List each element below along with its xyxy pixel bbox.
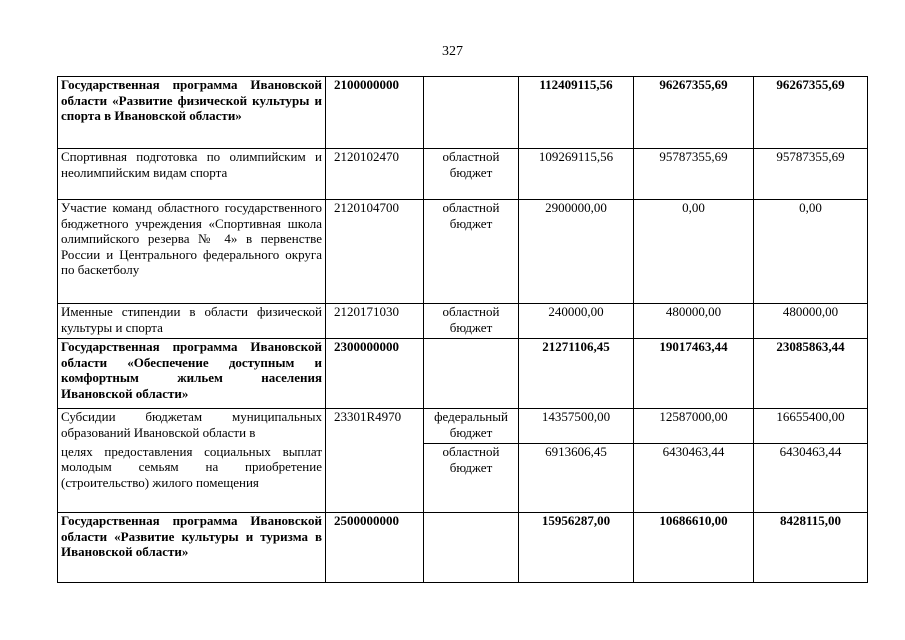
row-value-2: 480000,00 (634, 304, 754, 339)
row-name: Государственная программа Ивановской области «Развитие культуры и туризма в Ивановской области» (58, 513, 326, 583)
table-row (58, 200, 868, 304)
row-value-2: 12587000,00 (634, 409, 754, 444)
row-code-continued (326, 444, 424, 513)
row-source: областной бюджет (424, 200, 519, 304)
row-name: Субсидии бюджетам муниципальных образований Ивановской области в (58, 409, 326, 444)
row-name: Государственная программа Ивановской области «Развитие физической культуры и спорта в Ивановской области» (58, 77, 326, 149)
row-code: 2120102470 (326, 149, 424, 200)
row-value-2: 96267355,69 (634, 77, 754, 149)
row-source: областной бюджет (424, 304, 519, 339)
row-value-2: 10686610,00 (634, 513, 754, 583)
table-row (58, 77, 868, 149)
row-value-2: 95787355,69 (634, 149, 754, 200)
row-value-3: 96267355,69 (754, 77, 868, 149)
row-source (424, 77, 519, 149)
row-source: областной бюджет (424, 444, 519, 513)
row-value-1: 112409115,56 (519, 77, 634, 149)
row-name: Именные стипендии в области физической культуры и спорта (58, 304, 326, 339)
row-value-1: 14357500,00 (519, 409, 634, 444)
row-value-3: 6430463,44 (754, 444, 868, 513)
row-value-1: 6913606,45 (519, 444, 634, 513)
row-name-continued: целях предоставления социальных выплат молодым семьям на приобретение (строительство) жилого помещения (58, 444, 326, 513)
row-value-3: 23085863,44 (754, 339, 868, 409)
row-value-3: 95787355,69 (754, 149, 868, 200)
row-value-1: 15956287,00 (519, 513, 634, 583)
row-value-3: 16655400,00 (754, 409, 868, 444)
row-value-3: 0,00 (754, 200, 868, 304)
row-code: 2300000000 (326, 339, 424, 409)
row-value-2: 19017463,44 (634, 339, 754, 409)
row-value-1: 21271106,45 (519, 339, 634, 409)
row-value-1: 109269115,56 (519, 149, 634, 200)
row-value-3: 8428115,00 (754, 513, 868, 583)
row-value-1: 2900000,00 (519, 200, 634, 304)
row-code: 2100000000 (326, 77, 424, 149)
table-row (58, 444, 868, 513)
row-value-2: 0,00 (634, 200, 754, 304)
row-value-1: 240000,00 (519, 304, 634, 339)
row-source: областной бюджет (424, 149, 519, 200)
table-row (58, 304, 868, 339)
table-row (58, 339, 868, 409)
row-name: Спортивная подготовка по олимпийским и неолимпийским видам спорта (58, 149, 326, 200)
page-number: 327 (442, 44, 463, 59)
table-row (58, 513, 868, 583)
budget-table (57, 76, 868, 583)
row-code: 2120104700 (326, 200, 424, 304)
row-name: Участие команд областного государственного бюджетного учреждения «Спортивная школа олимпийского резерва № 4» в первенстве России и Центрального федерального округа по баскетболу (58, 200, 326, 304)
table-row (58, 149, 868, 200)
row-name: Государственная программа Ивановской области «Обеспечение доступным и комфортным жильем населения Ивановской области» (58, 339, 326, 409)
table-row (58, 409, 868, 444)
row-source (424, 339, 519, 409)
row-value-2: 6430463,44 (634, 444, 754, 513)
row-source (424, 513, 519, 583)
row-source: федеральный бюджет (424, 409, 519, 444)
row-code: 23301R4970 (326, 409, 424, 444)
row-code: 2120171030 (326, 304, 424, 339)
row-code: 2500000000 (326, 513, 424, 583)
row-value-3: 480000,00 (754, 304, 868, 339)
